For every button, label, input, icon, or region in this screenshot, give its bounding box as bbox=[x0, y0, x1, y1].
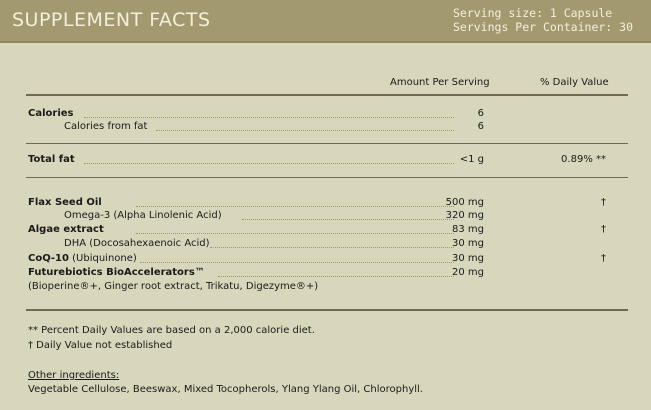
column-header-dv: % Daily Value bbox=[540, 77, 609, 88]
nutrient-amount: 30 mg bbox=[452, 238, 484, 249]
nutrient-name: Flax Seed Oil bbox=[28, 197, 102, 208]
nutrient-amount: 20 mg bbox=[452, 267, 484, 278]
page-title: SUPPLEMENT FACTS bbox=[12, 9, 211, 31]
nutrient-name bbox=[28, 252, 137, 265]
nutrient-dv: 0.89% ** bbox=[561, 154, 606, 165]
row-algae-extract bbox=[28, 223, 606, 236]
serving-size: Serving size: 1 Capsule bbox=[452, 6, 613, 20]
row-omega-3 bbox=[28, 209, 606, 222]
dot-leader bbox=[210, 237, 454, 248]
row-calories-from-fat bbox=[28, 120, 606, 133]
divider-bottom bbox=[26, 309, 628, 311]
row-total-fat bbox=[28, 153, 606, 166]
dot-leader bbox=[84, 153, 454, 164]
dot-leader bbox=[136, 196, 454, 207]
divider-2 bbox=[26, 177, 628, 178]
dot-leader bbox=[136, 223, 454, 234]
servings-per-container: Servings Per Container: 30 bbox=[452, 20, 633, 34]
nutrient-name: Omega-3 (Alpha Linolenic Acid) bbox=[64, 210, 222, 221]
divider-1 bbox=[26, 143, 628, 144]
nutrient-dv: † bbox=[601, 253, 606, 264]
column-header-amount: Amount Per Serving bbox=[390, 77, 490, 88]
serving-info bbox=[453, 6, 633, 34]
nutrient-name: Calories bbox=[28, 108, 74, 119]
other-ingredients-label: Other ingredients: bbox=[28, 370, 120, 381]
nutrient-dv: † bbox=[601, 224, 606, 235]
row-coq10 bbox=[28, 252, 606, 265]
nutrient-dv: † bbox=[601, 197, 606, 208]
nutrient-detail: (Bioperine®+, Ginger root extract, Trikatu, Digezyme®+) bbox=[28, 281, 319, 292]
nutrient-name-rest: (Ubiquinone) bbox=[68, 253, 137, 264]
nutrient-amount: 30 mg bbox=[452, 253, 484, 264]
nutrient-amount: 320 mg bbox=[445, 210, 484, 221]
row-dha bbox=[28, 237, 606, 250]
dot-leader bbox=[242, 209, 454, 220]
nutrient-name: Futurebiotics BioAccelerators™ bbox=[28, 267, 205, 278]
dot-leader bbox=[140, 252, 454, 263]
dot-leader bbox=[84, 107, 454, 118]
nutrient-amount: 6 bbox=[477, 108, 484, 119]
note-dagger: † Daily Value not established bbox=[28, 340, 173, 351]
nutrient-name-bold: CoQ-10 bbox=[28, 253, 69, 264]
other-ingredients-text: Vegetable Cellulose, Beeswax, Mixed Tocopherols, Ylang Ylang Oil, Chlorophyll. bbox=[28, 384, 423, 395]
nutrient-amount: 6 bbox=[477, 121, 484, 132]
row-calories bbox=[28, 107, 606, 120]
nutrient-name: Total fat bbox=[28, 154, 75, 165]
nutrient-name: Algae extract bbox=[28, 224, 104, 235]
dot-leader bbox=[218, 266, 454, 277]
divider-top bbox=[26, 94, 628, 96]
row-bioaccelerators-detail bbox=[28, 280, 606, 293]
nutrient-amount: 500 mg bbox=[445, 197, 484, 208]
row-bioaccelerators bbox=[28, 266, 606, 279]
dot-leader bbox=[156, 120, 454, 131]
header-bar bbox=[0, 0, 651, 43]
nutrient-name: DHA (Docosahexaenoic Acid) bbox=[64, 238, 210, 249]
row-flax-seed-oil bbox=[28, 196, 606, 209]
nutrient-amount: 83 mg bbox=[452, 224, 484, 235]
nutrient-name: Calories from fat bbox=[64, 121, 148, 132]
nutrient-amount: <1 g bbox=[459, 154, 484, 165]
note-percent-dv: ** Percent Daily Values are based on a 2,000 calorie diet. bbox=[28, 325, 315, 336]
